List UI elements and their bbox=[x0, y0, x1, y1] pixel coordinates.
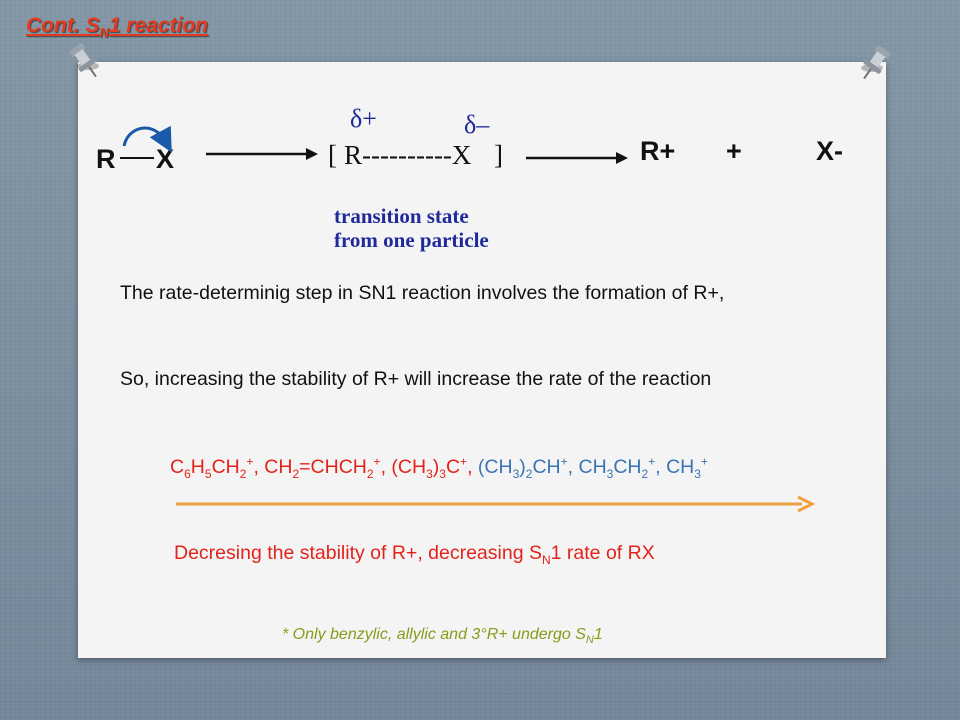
curved-arrow-icon bbox=[118, 120, 178, 154]
ts-close-bracket: ] bbox=[494, 140, 503, 170]
pushpin-icon bbox=[852, 40, 898, 86]
stability-statement: So, increasing the stability of R+ will increase the rate of the reaction bbox=[120, 368, 712, 390]
decreasing-stability-arrow bbox=[176, 496, 816, 512]
transition-state-note bbox=[334, 204, 489, 252]
transition-state-text: R----------X bbox=[344, 140, 472, 170]
series-item-benzyl: $C_6H_5CH_2^+$, bbox=[170, 454, 265, 481]
reaction-arrow bbox=[526, 150, 630, 166]
carbocation-series bbox=[170, 454, 708, 480]
slide-title: Cont. $S_N1$ reaction bbox=[26, 14, 209, 41]
bond-line bbox=[120, 156, 156, 160]
delta-plus: δ+ bbox=[350, 104, 377, 133]
reactant-x: X bbox=[156, 144, 175, 174]
reactant-r: R bbox=[96, 144, 116, 174]
footnote: * Only benzylic, allylic and 3°R+ undergo $S_N1$ bbox=[282, 626, 603, 647]
reaction-arrow bbox=[206, 146, 320, 162]
series-item-methyl: $CH_3^+$ bbox=[666, 454, 708, 481]
pushpin-icon bbox=[62, 38, 108, 84]
series-item-allyl: $CH_2=CHCH_2^+$, bbox=[264, 454, 392, 481]
series-item-primary: $CH_3CH_2^+$, bbox=[578, 454, 667, 481]
rate-step-statement: The rate-determinig step in SN1 reaction involves the formation of R+, bbox=[120, 282, 725, 304]
content-card bbox=[78, 62, 886, 658]
ts-open-bracket: [ bbox=[328, 140, 337, 170]
plus-sign: + bbox=[726, 136, 742, 166]
product-anion: X- bbox=[816, 136, 843, 166]
delta-minus: δ– bbox=[464, 110, 490, 139]
series-item-secondary: $(CH_3)_2CH^+$, bbox=[477, 454, 579, 481]
ts-note-line-2: from one particle bbox=[334, 228, 489, 252]
conclusion-statement: Decresing the stability of R+, decreasing $S_N1$ rate of RX bbox=[174, 542, 655, 567]
series-item-tertiary: $(CH_3)_3C^+$, bbox=[391, 454, 478, 481]
product-cation: R+ bbox=[640, 136, 676, 166]
ts-note-line-1: transition state bbox=[334, 204, 469, 228]
